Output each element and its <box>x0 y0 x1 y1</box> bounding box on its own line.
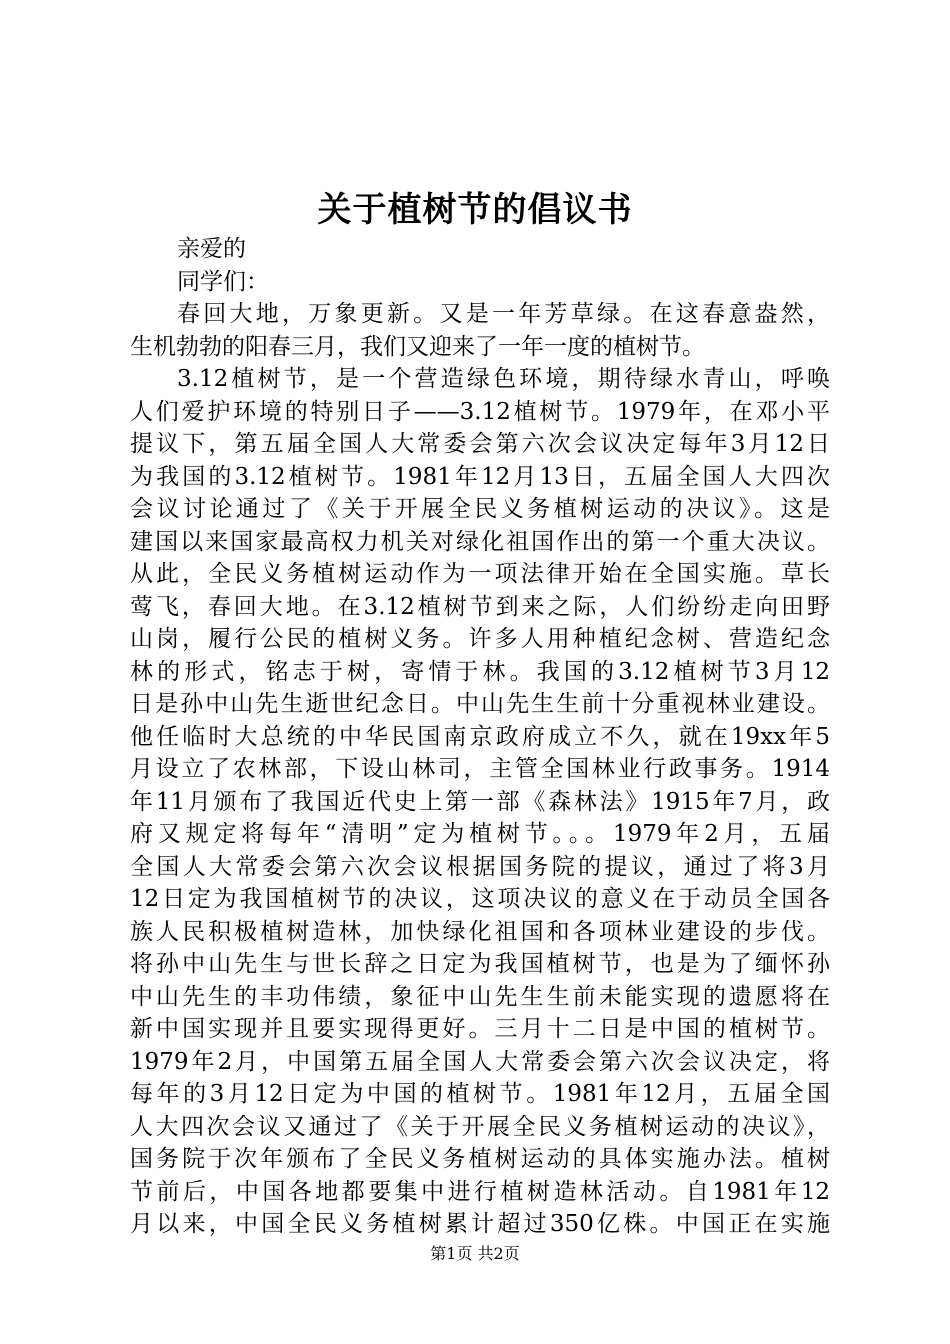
body-line: 1979年2月，中国第五届全国人大常委会第六次会议决定，将 <box>130 1048 830 1075</box>
body-line: 3.12植树节，是一个营造绿色环境，期待绿水青山，呼唤 <box>177 366 830 392</box>
body-line: 人们爱护环境的特别日子——3.12植树节。1979年，在邓小平 <box>130 398 830 425</box>
body-line: 月设立了农林部，下设山林司，主管全国林业行政事务。1914 <box>130 756 830 782</box>
body-line: 同学们： <box>177 268 269 295</box>
body-line: 林的形式，铭志于树，寄情于林。我国的3.12植树节3月12 <box>130 658 830 685</box>
body-line: 国务院于次年颁布了全民义务植树运动的具体实施办法。植树 <box>130 1146 830 1172</box>
body-line: 从此，全民义务植树运动作为一项法律开始在全国实施。草长 <box>130 561 830 587</box>
body-line: 年11月颁布了我国近代史上第一部《森林法》1915年7月，政 <box>130 788 830 815</box>
document-title: 关于植树节的倡议书 <box>317 190 633 230</box>
body-line: 族人民积极植树造林，加快绿化祖国和各项林业建设的步伐。 <box>130 918 830 945</box>
body-line: 莺飞，春回大地。在3.12植树节到来之际，人们纷纷走向田野 <box>130 593 830 620</box>
body-line: 节前后，中国各地都要集中进行植树造林活动。自1981年12 <box>130 1178 830 1205</box>
document-body <box>130 233 830 1241</box>
page-footer: 第1页 共2页 <box>430 1244 520 1263</box>
body-line: 12日定为我国植树节的决议，这项决议的意义在于动员全国各 <box>130 886 830 912</box>
body-line: 月以来，中国全民义务植树累计超过350亿株。中国正在实施 <box>130 1211 830 1237</box>
body-line: 将孙中山先生与世长辞之日定为我国植树节，也是为了缅怀孙 <box>130 951 830 977</box>
body-line: 他任临时大总统的中华民国南京政府成立不久，就在19xx年5 <box>130 723 830 750</box>
body-line: 为我国的3.12植树节。1981年12月13日，五届全国人大四次 <box>130 463 830 490</box>
body-line: 全国人大常委会第六次会议根据国务院的提议，通过了将3月 <box>130 853 830 880</box>
body-line: 人大四次会议又通过了《关于开展全民义务植树运动的决议》， <box>130 1113 830 1140</box>
body-line: 生机勃勃的阳春三月，我们又迎来了一年一度的植树节。 <box>130 333 705 360</box>
body-line: 每年的3月12日定为中国的植树节。1981年12月，五届全国 <box>130 1081 830 1107</box>
body-line: 亲爱的 <box>177 236 246 262</box>
body-line: 中山先生的丰功伟绩，象征中山先生生前未能实现的遗愿将在 <box>130 983 830 1010</box>
body-line: 提议下，第五届全国人大常委会第六次会议决定每年3月12日 <box>130 431 830 457</box>
body-line: 府又规定将每年“清明”定为植树节。。。1979年2月，五届 <box>130 821 830 847</box>
body-line: 新中国实现并且要实现得更好。三月十二日是中国的植树节。 <box>130 1016 830 1042</box>
body-line: 日是孙中山先生逝世纪念日。中山先生生前十分重视林业建设。 <box>130 691 830 717</box>
body-line: 会议讨论通过了《关于开展全民义务植树运动的决议》。这是 <box>130 496 830 522</box>
body-line: 春回大地，万象更新。又是一年芳草绿。在这春意盎然， <box>177 301 830 327</box>
body-line: 建国以来国家最高权力机关对绿化祖国作出的第一个重大决议。 <box>130 528 830 555</box>
body-line: 山岗，履行公民的植树义务。许多人用种植纪念树、营造纪念 <box>130 626 830 652</box>
